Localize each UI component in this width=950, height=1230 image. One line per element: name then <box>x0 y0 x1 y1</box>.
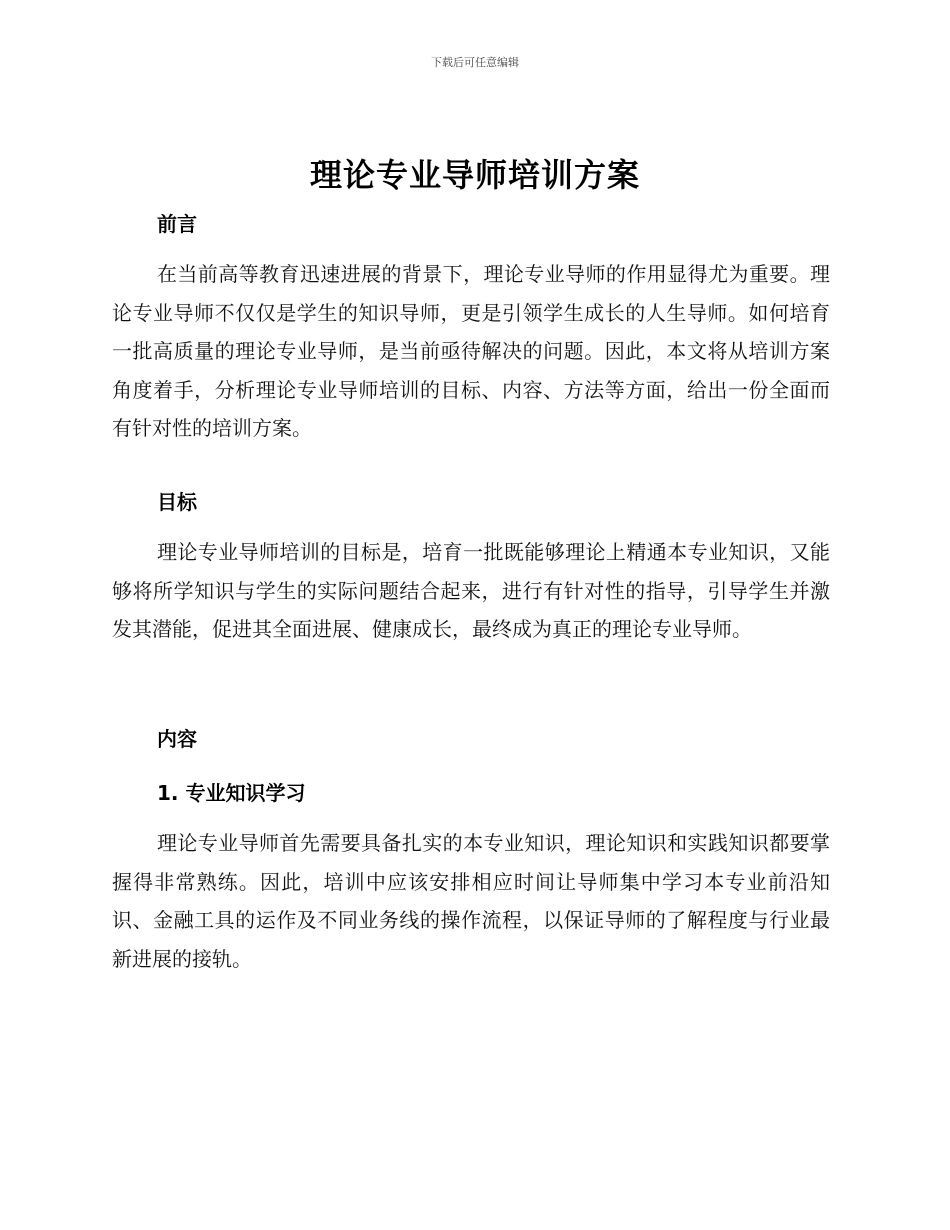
document-title: 理论专业导师培训方案 <box>309 156 640 194</box>
heading-content: 内容 <box>157 727 197 751</box>
heading-preface: 前言 <box>157 212 197 236</box>
header-note: 下载后可任意编辑 <box>431 56 519 69</box>
subheading-professional-knowledge: 1. 专业知识学习 <box>157 781 306 805</box>
paragraph-goal: 理论专业导师培训的目标是，培育一批既能够理论上精通本专业知识，又能够将所学知识与学生的实际问题结合起来，进行有针对性的指导，引导学生并激发其潜能，促进其全面进展、健康成长，最终成为真正的理论专业导师。 <box>112 540 830 641</box>
heading-goal: 目标 <box>157 490 197 514</box>
paragraph-professional-knowledge: 理论专业导师首先需要具备扎实的本专业知识，理论知识和实践知识都要掌握得非常熟练。因此，培训中应该安排相应时间让导师集中学习本专业前沿知识、金融工具的运作及不同业务线的操作流程，以保证导师的了解程度与行业最新进展的接轨。 <box>112 831 830 971</box>
paragraph-preface: 在当前高等教育迅速进展的背景下，理论专业导师的作用显得尤为重要。理论专业导师不仅仅是学生的知识导师，更是引领学生成长的人生导师。如何培育一批高质量的理论专业导师，是当前亟待解决的问题。因此，本文将从培训方案角度着手，分析理论专业导师培训的目标、内容、方法等方面，给出一份全面而有针对性的培训方案。 <box>112 262 830 440</box>
